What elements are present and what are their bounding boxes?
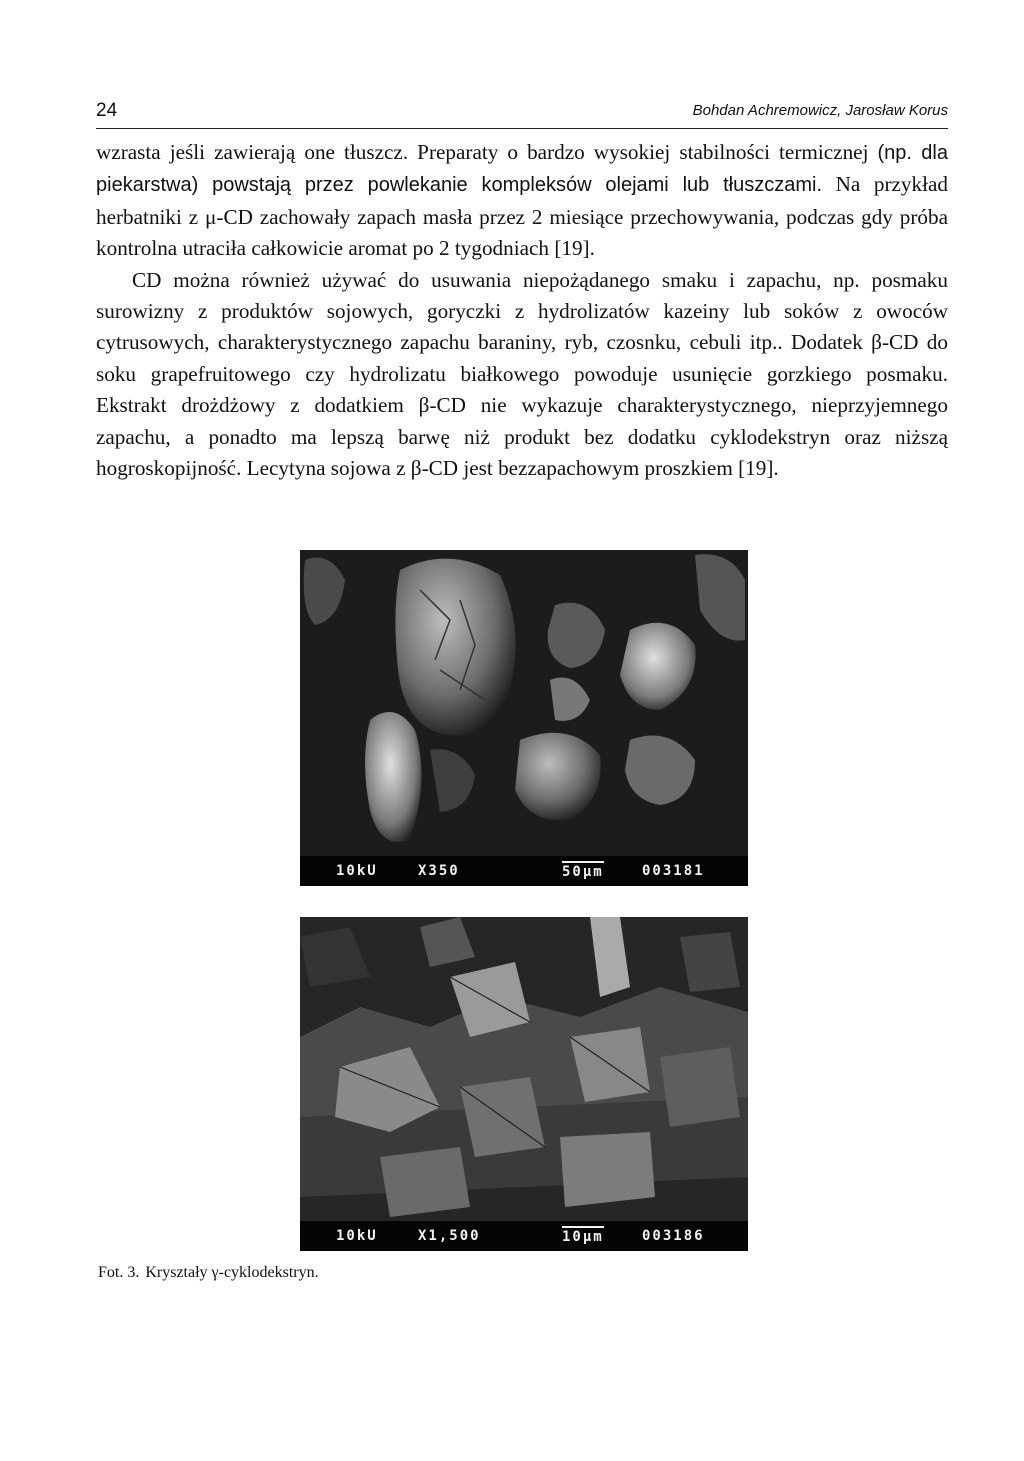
sem-voltage: 10kU bbox=[336, 1228, 378, 1244]
paragraph-1-rest: Na przykład herbatniki z μ-CD zachowały zapach masła przez 2 miesiące przechowywania, podczas gdy próba kontrolna utraciła całkowicie aromat po 2 tygodniach [19]. bbox=[96, 172, 948, 261]
sem-magnification: X1,500 bbox=[418, 1228, 481, 1244]
figure-caption bbox=[98, 1264, 319, 1282]
sem-scale-bar: 10μm bbox=[562, 1226, 604, 1245]
paragraph-2: CD można również używać do usuwania niepożądanego smaku i zapachu, np. posmaku surowizny z produktów sojowych, goryczki z hydrolizatów kazeiny lub soków z owoców cytrusowych, charakterystycznego zapachu baraniny, ryb, czosnku, cebuli itp.. Dodatek β-CD do soku grapefruitowego czy hydrolizatu białkowego powoduje usunięcie gorzkiego posmaku. Ekstrakt drożdżowy z dodatkiem β-CD nie wykazuje charakterystycznego, nieprzyjemnego zapachu, a ponadto ma lepszą barwę niż produkt bez dodatku cyklodekstryn oraz niższą hogroskopijność. Lecytyna sojowa z β-CD jest bezzapachowym proszkiem [19]. bbox=[96, 267, 948, 481]
sem-magnification: X350 bbox=[418, 863, 460, 879]
paragraph-1 bbox=[96, 137, 948, 265]
sem-micrograph-1 bbox=[300, 550, 748, 886]
page-number: 24 bbox=[96, 100, 118, 121]
body-text bbox=[96, 137, 948, 484]
sem-micrograph-2 bbox=[300, 917, 748, 1251]
sem-voltage: 10kU bbox=[336, 863, 378, 879]
sem-image-1 bbox=[300, 550, 748, 886]
sem-scale-bar: 50μm bbox=[562, 861, 604, 880]
sem-image-id: 003186 bbox=[642, 1228, 705, 1244]
sem-image-2 bbox=[300, 917, 748, 1251]
caption-text: Kryształy γ-cyklodekstryn. bbox=[145, 1264, 319, 1281]
sem-image-id: 003181 bbox=[642, 863, 705, 879]
caption-label: Fot. 3. bbox=[98, 1264, 140, 1281]
running-head: Bohdan Achremowicz, Jarosław Korus bbox=[692, 102, 948, 119]
sem-data-bar-1 bbox=[300, 856, 748, 886]
sem-data-bar-2 bbox=[300, 1221, 748, 1251]
page-header bbox=[96, 100, 948, 129]
paragraph-1-line-2: (np. dla piekarstwa) powstają przez powlekanie kompleksów olejami lub tłuszczami. bbox=[96, 142, 948, 197]
paragraph-1-line-1: wzrasta jeśli zawierają one tłuszcz. Preparaty o bardzo wysokiej stabilności termicznej bbox=[96, 140, 878, 164]
